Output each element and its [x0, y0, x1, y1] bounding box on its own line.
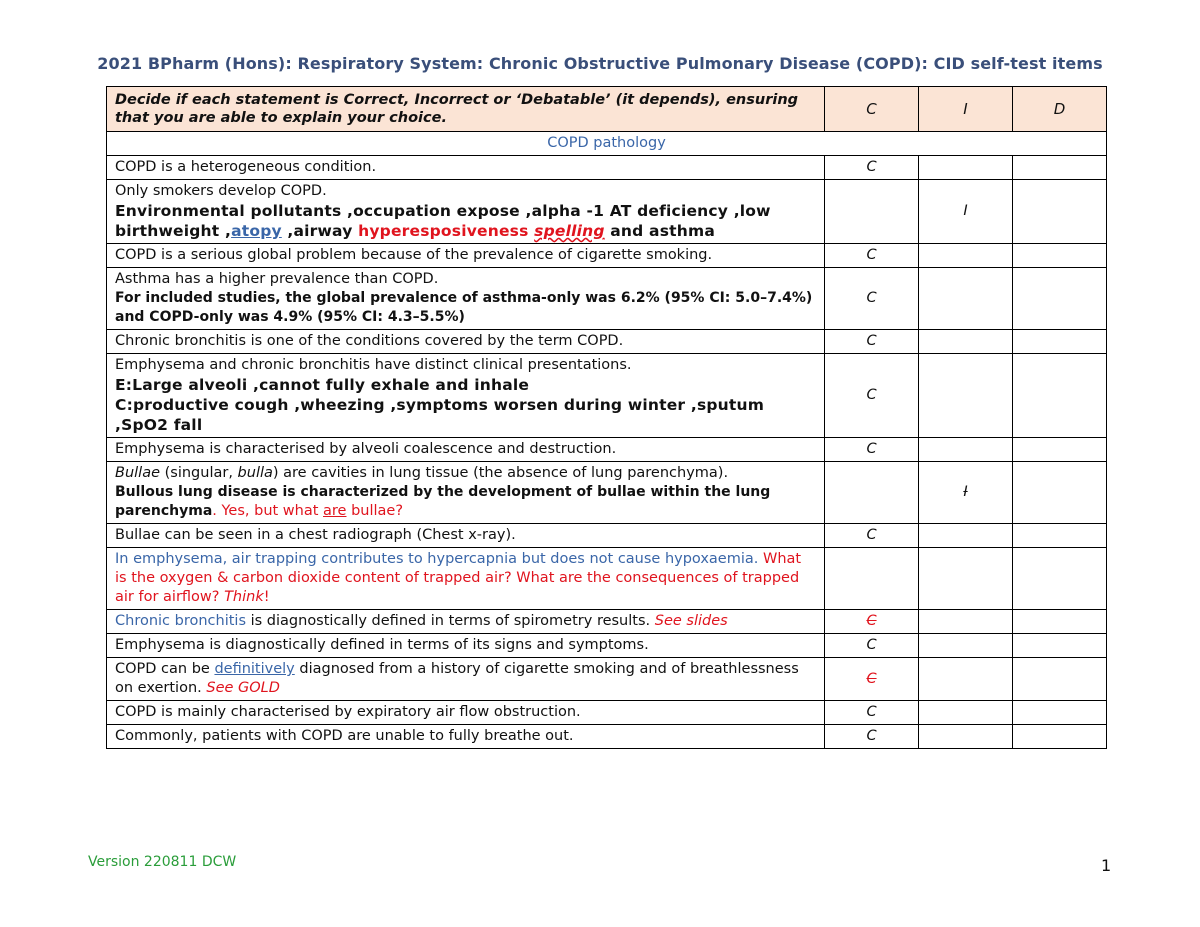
answer-d — [1013, 268, 1107, 330]
table-row — [107, 156, 1107, 180]
table-row — [107, 548, 1107, 610]
statement: Commonly, patients with COPD are unable to fully breathe out. — [107, 725, 825, 749]
note-text: ,airway — [281, 222, 359, 240]
answer-d — [1013, 156, 1107, 180]
tutor-comment: . Yes, but what — [212, 503, 324, 519]
tutor-comment-are: are — [323, 503, 347, 519]
table-row — [107, 268, 1107, 330]
statement: Chronic bronchitis is one of the conditions covered by the term COPD. — [107, 330, 825, 354]
note-bold: Bullous lung disease is characterized by the development of bullae within the lung parenchyma — [115, 484, 771, 519]
student-note — [115, 483, 816, 521]
answer-c: C — [825, 156, 919, 180]
table-row — [107, 180, 1107, 244]
answer-d — [1013, 524, 1107, 548]
answer-c: C — [825, 658, 919, 701]
table-row — [107, 610, 1107, 634]
answer-i — [919, 634, 1013, 658]
student-note-bronchitis: C:productive cough ,wheezing ,symptoms worsen during winter ,sputum ,SpO2 fall — [115, 396, 765, 434]
tutor-comment: ! — [263, 589, 270, 605]
statement: COPD is a serious global problem because of the prevalence of cigarette smoking. — [107, 244, 825, 268]
column-header-incorrect: I — [919, 87, 1013, 132]
answer-i: I — [919, 180, 1013, 244]
answer-d — [1013, 725, 1107, 749]
student-note — [115, 201, 816, 241]
note-text: Environmental pollutants ,occupation expose ,alpha -1 AT deficiency ,low birthweight , — [115, 202, 771, 240]
statement: Only smokers develop COPD. — [115, 183, 327, 199]
answer-i — [919, 244, 1013, 268]
term-bullae: Bullae — [115, 465, 161, 481]
tutor-comment: See slides — [654, 613, 728, 629]
answer-c: C — [825, 330, 919, 354]
answer-c: C — [825, 244, 919, 268]
tutor-comment: See GOLD — [206, 680, 280, 696]
statement: Emphysema is characterised by alveoli coalescence and destruction. — [107, 438, 825, 462]
statement-text: diagnosed from a history of cigarette smoking and of breathlessness on exertion. — [115, 661, 799, 696]
statement-text: In emphysema, air trapping contributes to hypercapnia but does not cause hypoxaemia. — [115, 551, 759, 567]
answer-i — [919, 658, 1013, 701]
statement: COPD is mainly characterised by expiratory air flow obstruction. — [107, 701, 825, 725]
answer-i — [919, 701, 1013, 725]
table-row — [107, 658, 1107, 701]
table-header-row — [107, 87, 1107, 132]
column-header-debatable: D — [1013, 87, 1107, 132]
table-row — [107, 524, 1107, 548]
answer-i — [919, 268, 1013, 330]
answer-i — [919, 354, 1013, 438]
note-spelling: spelling — [534, 222, 605, 240]
answer-d — [1013, 354, 1107, 438]
term-bulla: bulla — [237, 465, 273, 481]
statement-text: COPD can be — [115, 661, 215, 677]
statement-emphasis: definitively — [214, 661, 295, 677]
answer-c — [825, 180, 919, 244]
version-label: Version 220811 DCW — [88, 854, 237, 870]
self-test-table — [106, 86, 1107, 749]
answer-i — [919, 524, 1013, 548]
answer-c: C — [825, 634, 919, 658]
student-note: For included studies, the global prevalence of asthma-only was 6.2% (95% CI: 5.0–7.4%) and COPD-only was 4.9% (95% CI: 4.3–5.5%) — [115, 290, 813, 325]
statement-text: (singular, — [160, 465, 238, 481]
section-row — [107, 132, 1107, 156]
answer-i — [919, 156, 1013, 180]
answer-i: I — [919, 462, 1013, 524]
statement: Emphysema and chronic bronchitis have distinct clinical presentations. — [115, 357, 632, 373]
table-row — [107, 354, 1107, 438]
answer-i — [919, 725, 1013, 749]
answer-i — [919, 438, 1013, 462]
answer-d — [1013, 180, 1107, 244]
answer-i — [919, 330, 1013, 354]
statement: Bullae can be seen in a chest radiograph (Chest x-ray). — [107, 524, 825, 548]
table-row — [107, 330, 1107, 354]
answer-c: C — [825, 725, 919, 749]
statement-text: is diagnostically defined in terms of spirometry results. — [246, 613, 655, 629]
page-title: 2021 BPharm (Hons): Respiratory System: Chronic Obstructive Pulmonary Disease (COPD): CID self-test items — [97, 54, 1103, 73]
statement-text: ) are cavities in lung tissue (the absence of lung parenchyma). — [272, 465, 729, 481]
table-row — [107, 462, 1107, 524]
table-row — [107, 725, 1107, 749]
statement-cell — [107, 462, 825, 524]
instruction-prompt: Decide if each statement is Correct, Incorrect or ‘Debatable’ (it depends), ensuring that you are able to explain your choice. — [107, 87, 825, 132]
statement — [107, 610, 825, 634]
answer-c: C — [825, 610, 919, 634]
student-note-emphysema: E:Large alveoli ,cannot fully exhale and inhale — [115, 376, 530, 394]
table-row — [107, 438, 1107, 462]
statement — [107, 548, 825, 610]
statement — [115, 464, 816, 483]
statement: Asthma has a higher prevalence than COPD. — [115, 271, 439, 287]
tutor-comment-think: Think — [224, 589, 264, 605]
answer-d — [1013, 438, 1107, 462]
tutor-comment: What is the oxygen & carbon dioxide content of trapped air? What are the consequences of trapped air for airflow? — [115, 551, 802, 605]
answer-d — [1013, 658, 1107, 701]
answer-c: C — [825, 701, 919, 725]
answer-c: C — [825, 268, 919, 330]
answer-c — [825, 548, 919, 610]
section-title: COPD pathology — [107, 132, 1107, 156]
statement-cell — [107, 180, 825, 244]
answer-d — [1013, 634, 1107, 658]
answer-i — [919, 548, 1013, 610]
statement: Emphysema is diagnostically defined in terms of its signs and symptoms. — [107, 634, 825, 658]
answer-d — [1013, 244, 1107, 268]
statement: COPD is a heterogeneous condition. — [107, 156, 825, 180]
tutor-comment: bullae? — [346, 503, 404, 519]
column-header-correct: C — [825, 87, 919, 132]
statement-cell — [107, 268, 825, 330]
statement-cell — [107, 354, 825, 438]
table-row — [107, 701, 1107, 725]
statement-term: Chronic bronchitis — [115, 613, 246, 629]
note-atopy: atopy — [231, 222, 282, 240]
answer-c — [825, 462, 919, 524]
note-hyper: hyperesposiveness — [358, 222, 535, 240]
table-row — [107, 244, 1107, 268]
answer-d — [1013, 548, 1107, 610]
statement — [107, 658, 825, 701]
note-text: and asthma — [604, 222, 715, 240]
answer-c: C — [825, 438, 919, 462]
answer-c: C — [825, 524, 919, 548]
page-number: 1 — [1101, 856, 1112, 875]
table-row — [107, 634, 1107, 658]
answer-c: C — [825, 354, 919, 438]
answer-d — [1013, 462, 1107, 524]
answer-i — [919, 610, 1013, 634]
answer-d — [1013, 330, 1107, 354]
answer-d — [1013, 610, 1107, 634]
answer-d — [1013, 701, 1107, 725]
